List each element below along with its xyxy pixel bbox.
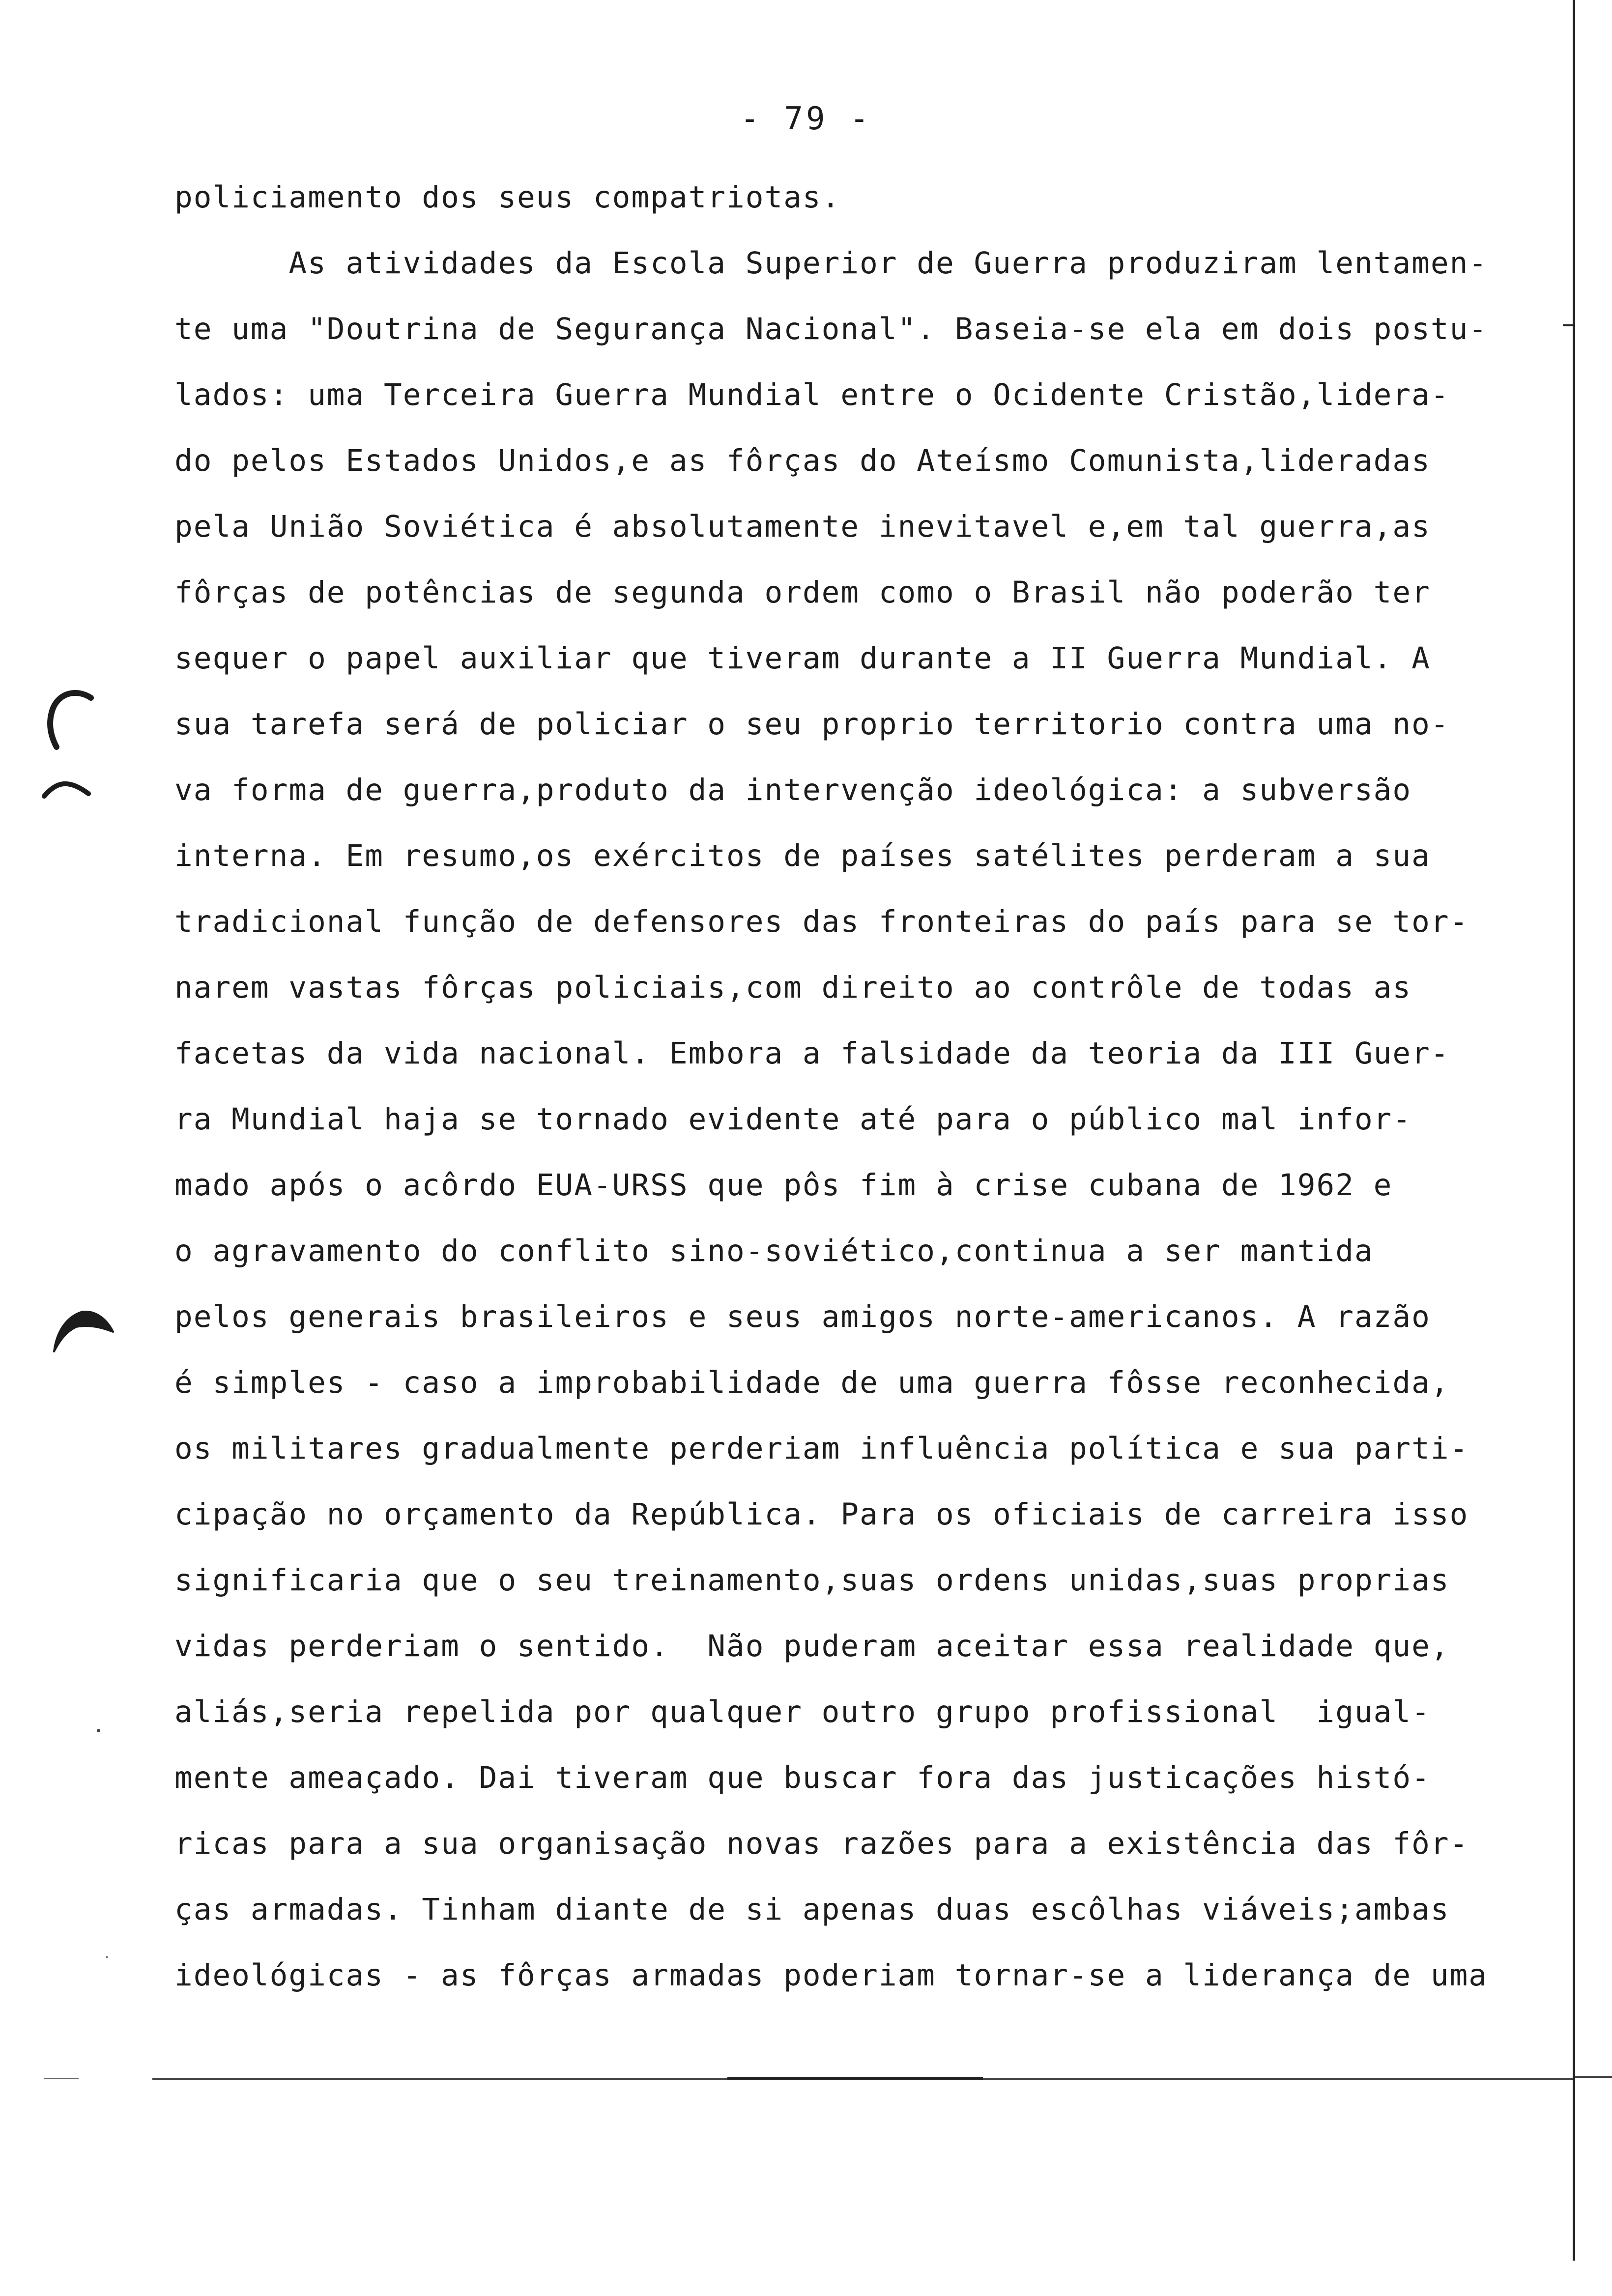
scan-speck <box>97 1729 100 1732</box>
text-line: As atividades da Escola Superior de Guerra produziram lentamen- <box>174 246 1488 281</box>
right-edge-tick <box>1563 324 1575 326</box>
text-line: ra Mundial haja se tornado evidente até para o público mal infor- <box>174 1102 1412 1137</box>
scan-speck <box>106 1956 108 1958</box>
text-line: sua tarefa será de policiar o seu proprio territorio contra uma no- <box>174 707 1450 742</box>
bottom-separator-thick <box>727 2077 983 2080</box>
text-line: policiamento dos seus compatriotas. <box>174 180 841 215</box>
text-line: significaria que o seu treinamento,suas ordens unidas,suas proprias <box>174 1563 1450 1598</box>
text-line: facetas da vida nacional. Embora a falsidade da teoria da III Guer- <box>174 1036 1450 1071</box>
chevron-mark-icon <box>47 1297 115 1356</box>
text-line: ideológicas - as fôrças armadas poderiam tornar-se a liderança de uma <box>174 1958 1488 1993</box>
text-line: mado após o acôrdo EUA-URSS que pôs fim à crise cubana de 1962 e <box>174 1168 1393 1203</box>
tilde-mark-icon <box>39 776 93 801</box>
text-line: te uma "Doutrina de Segurança Nacional". Baseia-se ela em dois postu- <box>174 312 1488 346</box>
text-line: tradicional função de defensores das fronteiras do país para se tor- <box>174 904 1469 939</box>
open-parenthesis-mark-icon <box>42 688 96 752</box>
text-line: pela União Soviética é absolutamente inevitavel e,em tal guerra,as <box>174 509 1431 544</box>
text-line: vidas perderiam o sentido. Não puderam aceitar essa realidade que, <box>174 1629 1450 1664</box>
text-line: do pelos Estados Unidos,e as fôrças do Ateísmo Comunista,lideradas <box>174 443 1431 478</box>
bottom-left-dash <box>44 2078 79 2079</box>
text-line: aliás,seria repelida por qualquer outro grupo profissional igual- <box>174 1694 1431 1729</box>
text-line: fôrças de potências de segunda ordem como o Brasil não poderão ter <box>174 575 1431 610</box>
text-line: ricas para a sua organisação novas razões para a existência das fôr- <box>174 1826 1469 1861</box>
body-text <box>174 165 1565 2009</box>
text-line: os militares gradualmente perderiam influência política e sua parti- <box>174 1431 1469 1466</box>
text-line: é simples - caso a improbabilidade de uma guerra fôsse reconhecida, <box>174 1365 1450 1400</box>
text-line: lados: uma Terceira Guerra Mundial entre o Ocidente Cristão,lidera- <box>174 377 1450 412</box>
text-line: interna. Em resumo,os exércitos de países satélites perderam a sua <box>174 838 1431 873</box>
text-line: o agravamento do conflito sino-soviético,continua a ser mantida <box>174 1234 1374 1268</box>
text-line: ças armadas. Tinham diante de si apenas duas escôlhas viáveis;ambas <box>174 1892 1450 1927</box>
right-edge-rule <box>1573 0 1575 2261</box>
text-line: mente ameaçado. Dai tiveram que buscar fora das justicações histó- <box>174 1760 1431 1795</box>
bottom-separator-right <box>1575 2076 1612 2078</box>
text-line: cipação no orçamento da República. Para os oficiais de carreira isso <box>174 1497 1469 1532</box>
text-line: sequer o papel auxiliar que tiveram durante a II Guerra Mundial. A <box>174 641 1431 676</box>
text-line: va forma de guerra,produto da intervenção ideológica: a subversão <box>174 773 1412 807</box>
text-line: narem vastas fôrças policiais,com direito ao contrôle de todas as <box>174 970 1412 1005</box>
text-line: pelos generais brasileiros e seus amigos norte-americanos. A razão <box>174 1299 1431 1334</box>
page-number: - 79 - <box>740 101 872 137</box>
